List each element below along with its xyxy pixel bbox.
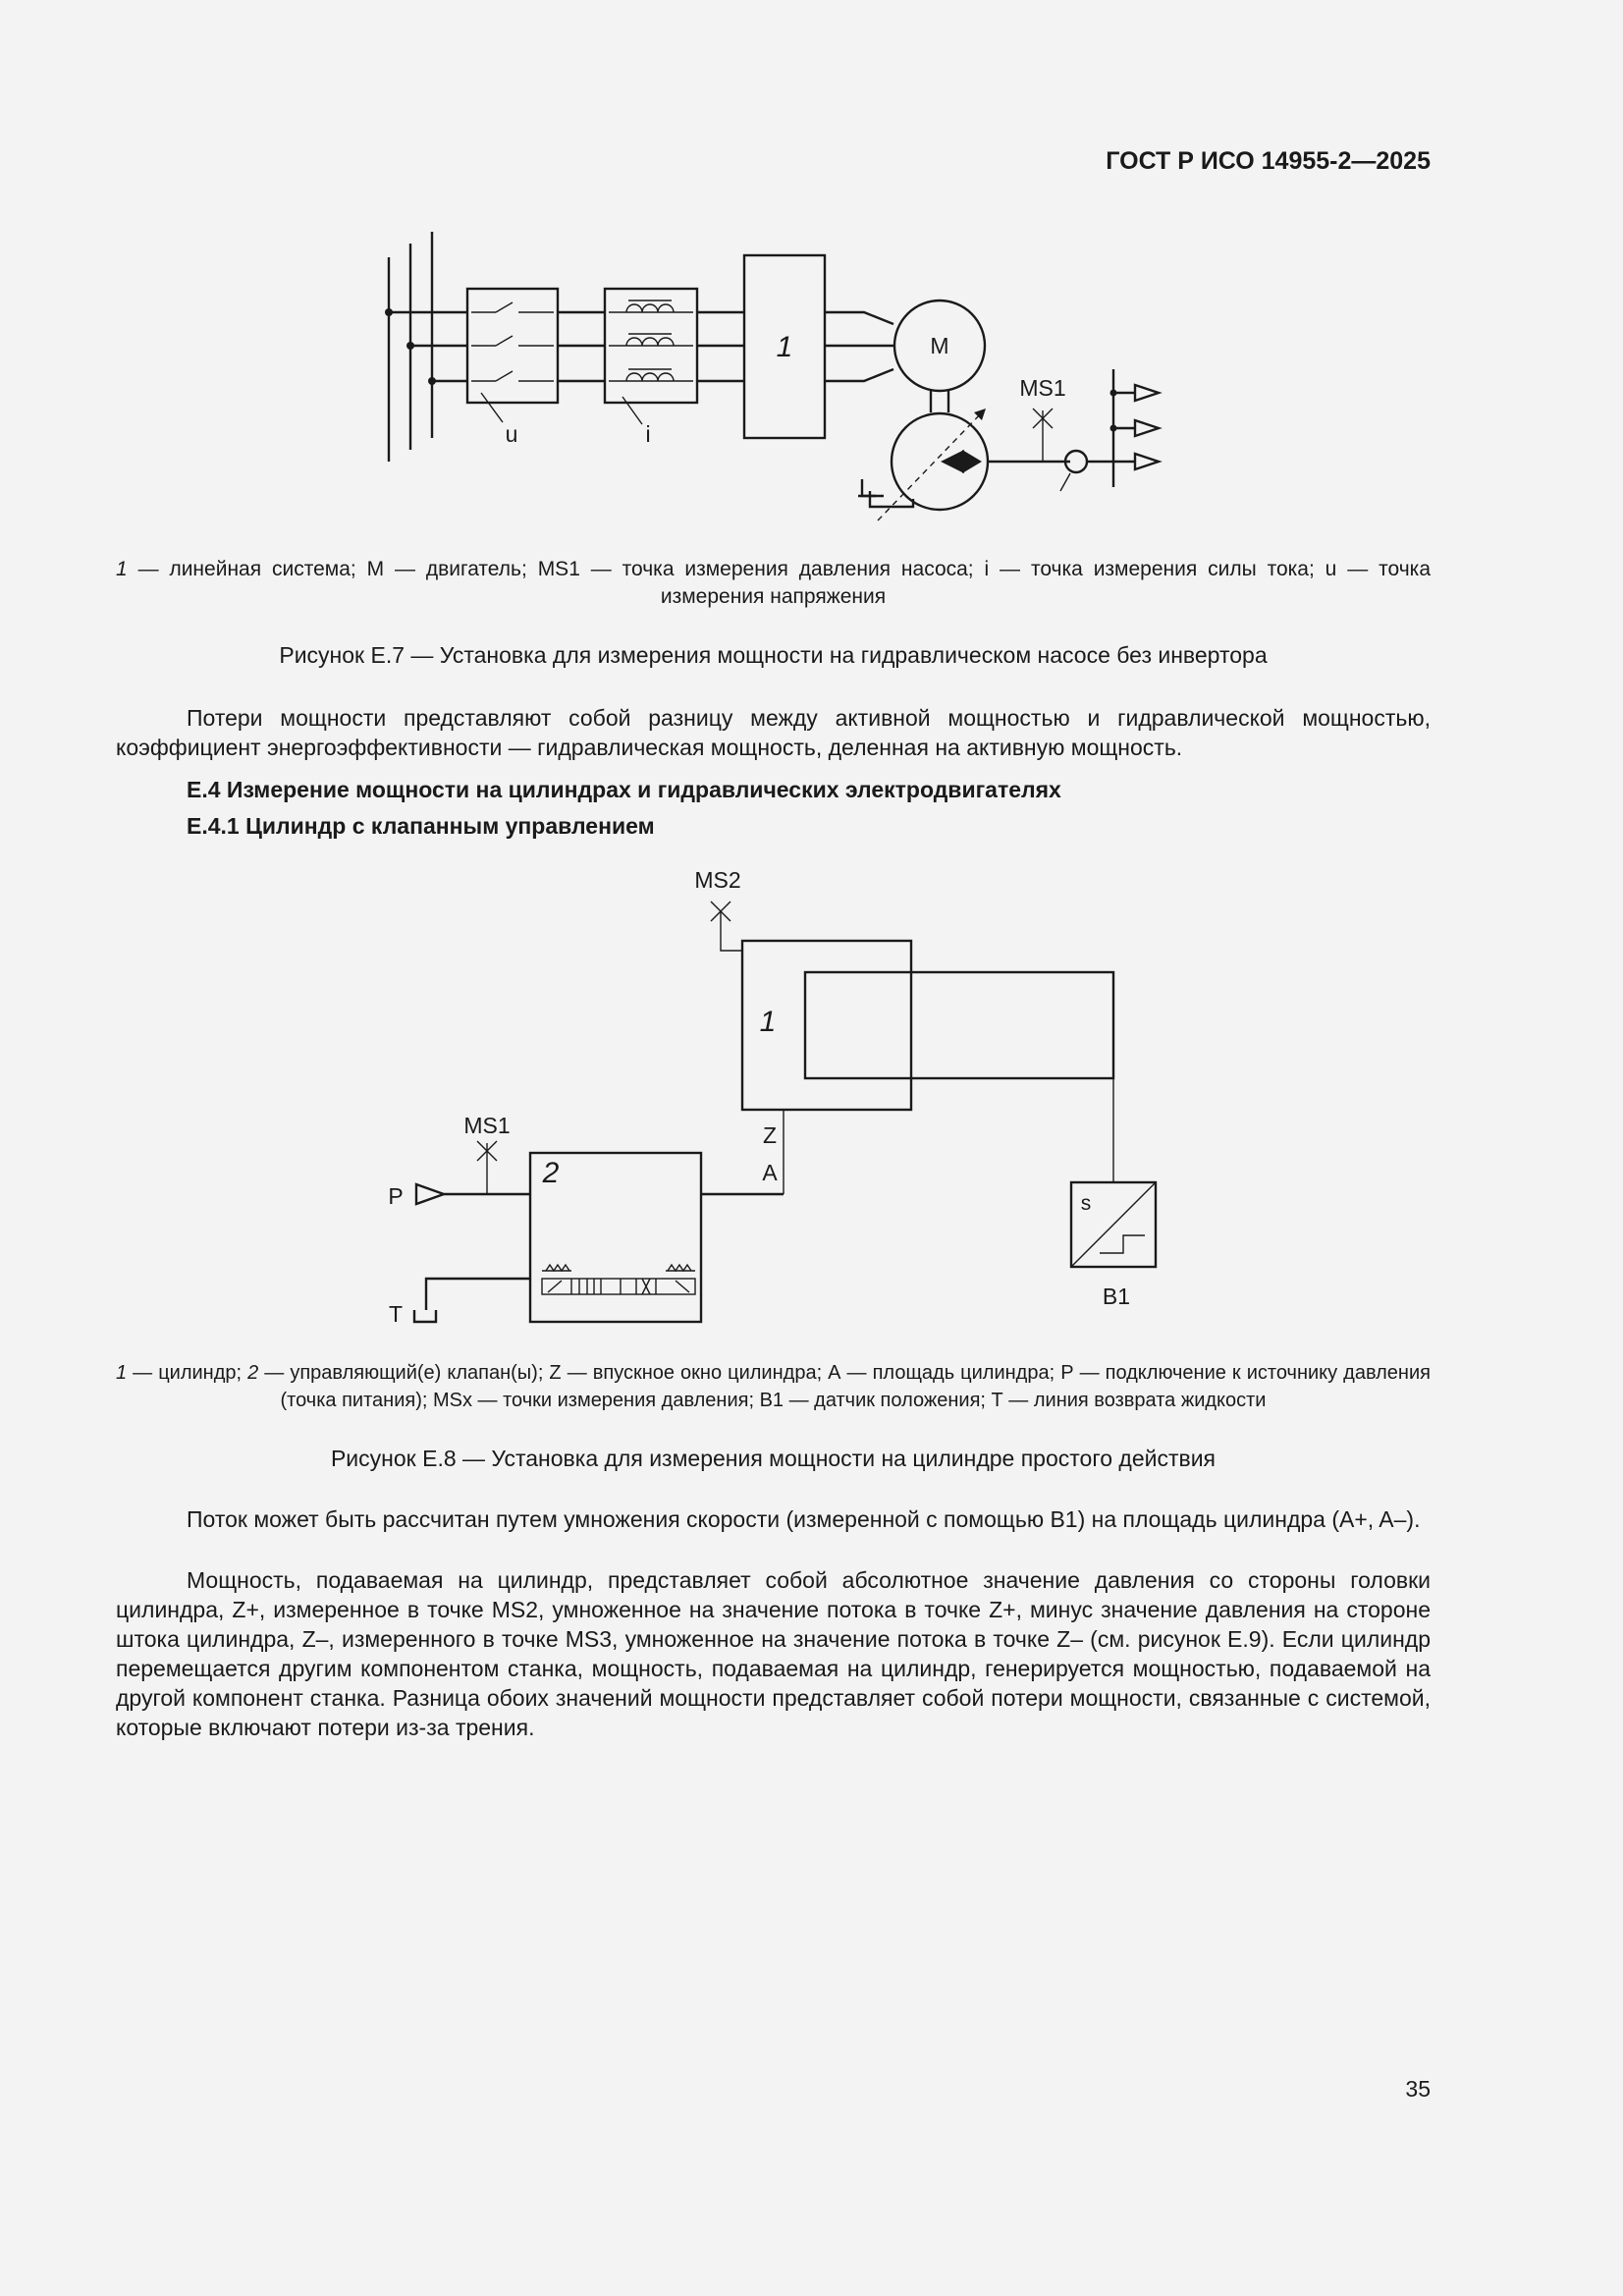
paragraph-flow-calculation: Поток может быть рассчитан путем умножения скорости (измеренной с помощью В1) на площадь цилиндра (A+, A–).: [187, 1506, 1421, 1532]
ms1-label: MS1: [1019, 375, 1066, 401]
figure-e8-legend: 1 — цилиндр; 2 — управляющий(е) клапан(ы); Z — впускное окно цилиндра; А — площадь цилиндра; Р — подключение к источнику давления (точка питания); MSx — точки измерения давления; В1 — датчик положения; Т — линия возврата жидкости: [116, 1362, 1431, 1411]
ms1-label: MS1: [463, 1113, 511, 1138]
line-system-label: 1: [776, 331, 793, 363]
figure-e7-legend: 1 — линейная система; М — двигатель; MS1 — точка измерения давления насоса; i — точка измерения силы тока; u — точка измерения напряжения: [116, 558, 1431, 608]
voltage-label: u: [505, 421, 518, 447]
figure-e8-diagram: [0, 854, 1623, 1326]
a-label: A: [762, 1160, 778, 1185]
section-heading-e41: Е.4.1 Цилиндр с клапанным управлением: [187, 813, 655, 839]
section-heading-e4: Е.4 Измерение мощности на цилиндрах и гидравлических электродвигателях: [187, 777, 1061, 802]
sensor-s-label: s: [1080, 1192, 1092, 1215]
cylinder-piston: [805, 972, 1113, 1078]
paragraph-cylinder-power: Мощность, подаваемая на цилиндр, представляет собой абсолютное значение давления со стороны головки цилиндра, Z+, измеренное в точке MS2, умноженное на значение потока в точке Z+, минус значение давления на стороне штока цилиндра, Z–, измеренного в точке MS3, умноженное на значение потока в точке Z– (см. рисунок Е.9). Если цилиндр перемещается другим компонентом станка, мощность, подаваемая на цилиндр, генерируется мощностью, подаваемой на другой компонент станка. Разница обоих значений мощности представляет собой потери мощности, связанные с системой, которые включают потери из-за трения.: [116, 1567, 1431, 1740]
page-number: 35: [1405, 2076, 1431, 2102]
paragraph-power-losses: Потери мощности представляют собой разницу между активной мощностью и гидравлической мощностью, коэффициент энергоэффективности — гидравлическая мощность, деленная на активную мощность.: [116, 705, 1431, 760]
current-label: i: [645, 421, 651, 447]
t-label: T: [388, 1301, 404, 1326]
z-label: Z: [762, 1122, 778, 1148]
p-label: P: [388, 1183, 404, 1209]
ms2-label: MS2: [694, 867, 741, 893]
figure-e7-caption: Рисунок Е.7 — Установка для измерения мощности на гидравлическом насосе без инвертора: [279, 642, 1268, 668]
document-standard-number: ГОСТ Р ИСО 14955-2—2025: [1106, 147, 1431, 175]
motor-label: M: [930, 333, 949, 358]
cylinder-label: 1: [759, 1006, 777, 1038]
figure-e7-diagram: [0, 0, 1623, 550]
valve-label: 2: [542, 1157, 560, 1189]
figure-e8-caption: Рисунок Е.8 — Установка для измерения мощности на цилиндре простого действия: [330, 1446, 1217, 1471]
b1-label: B1: [1102, 1284, 1131, 1309]
